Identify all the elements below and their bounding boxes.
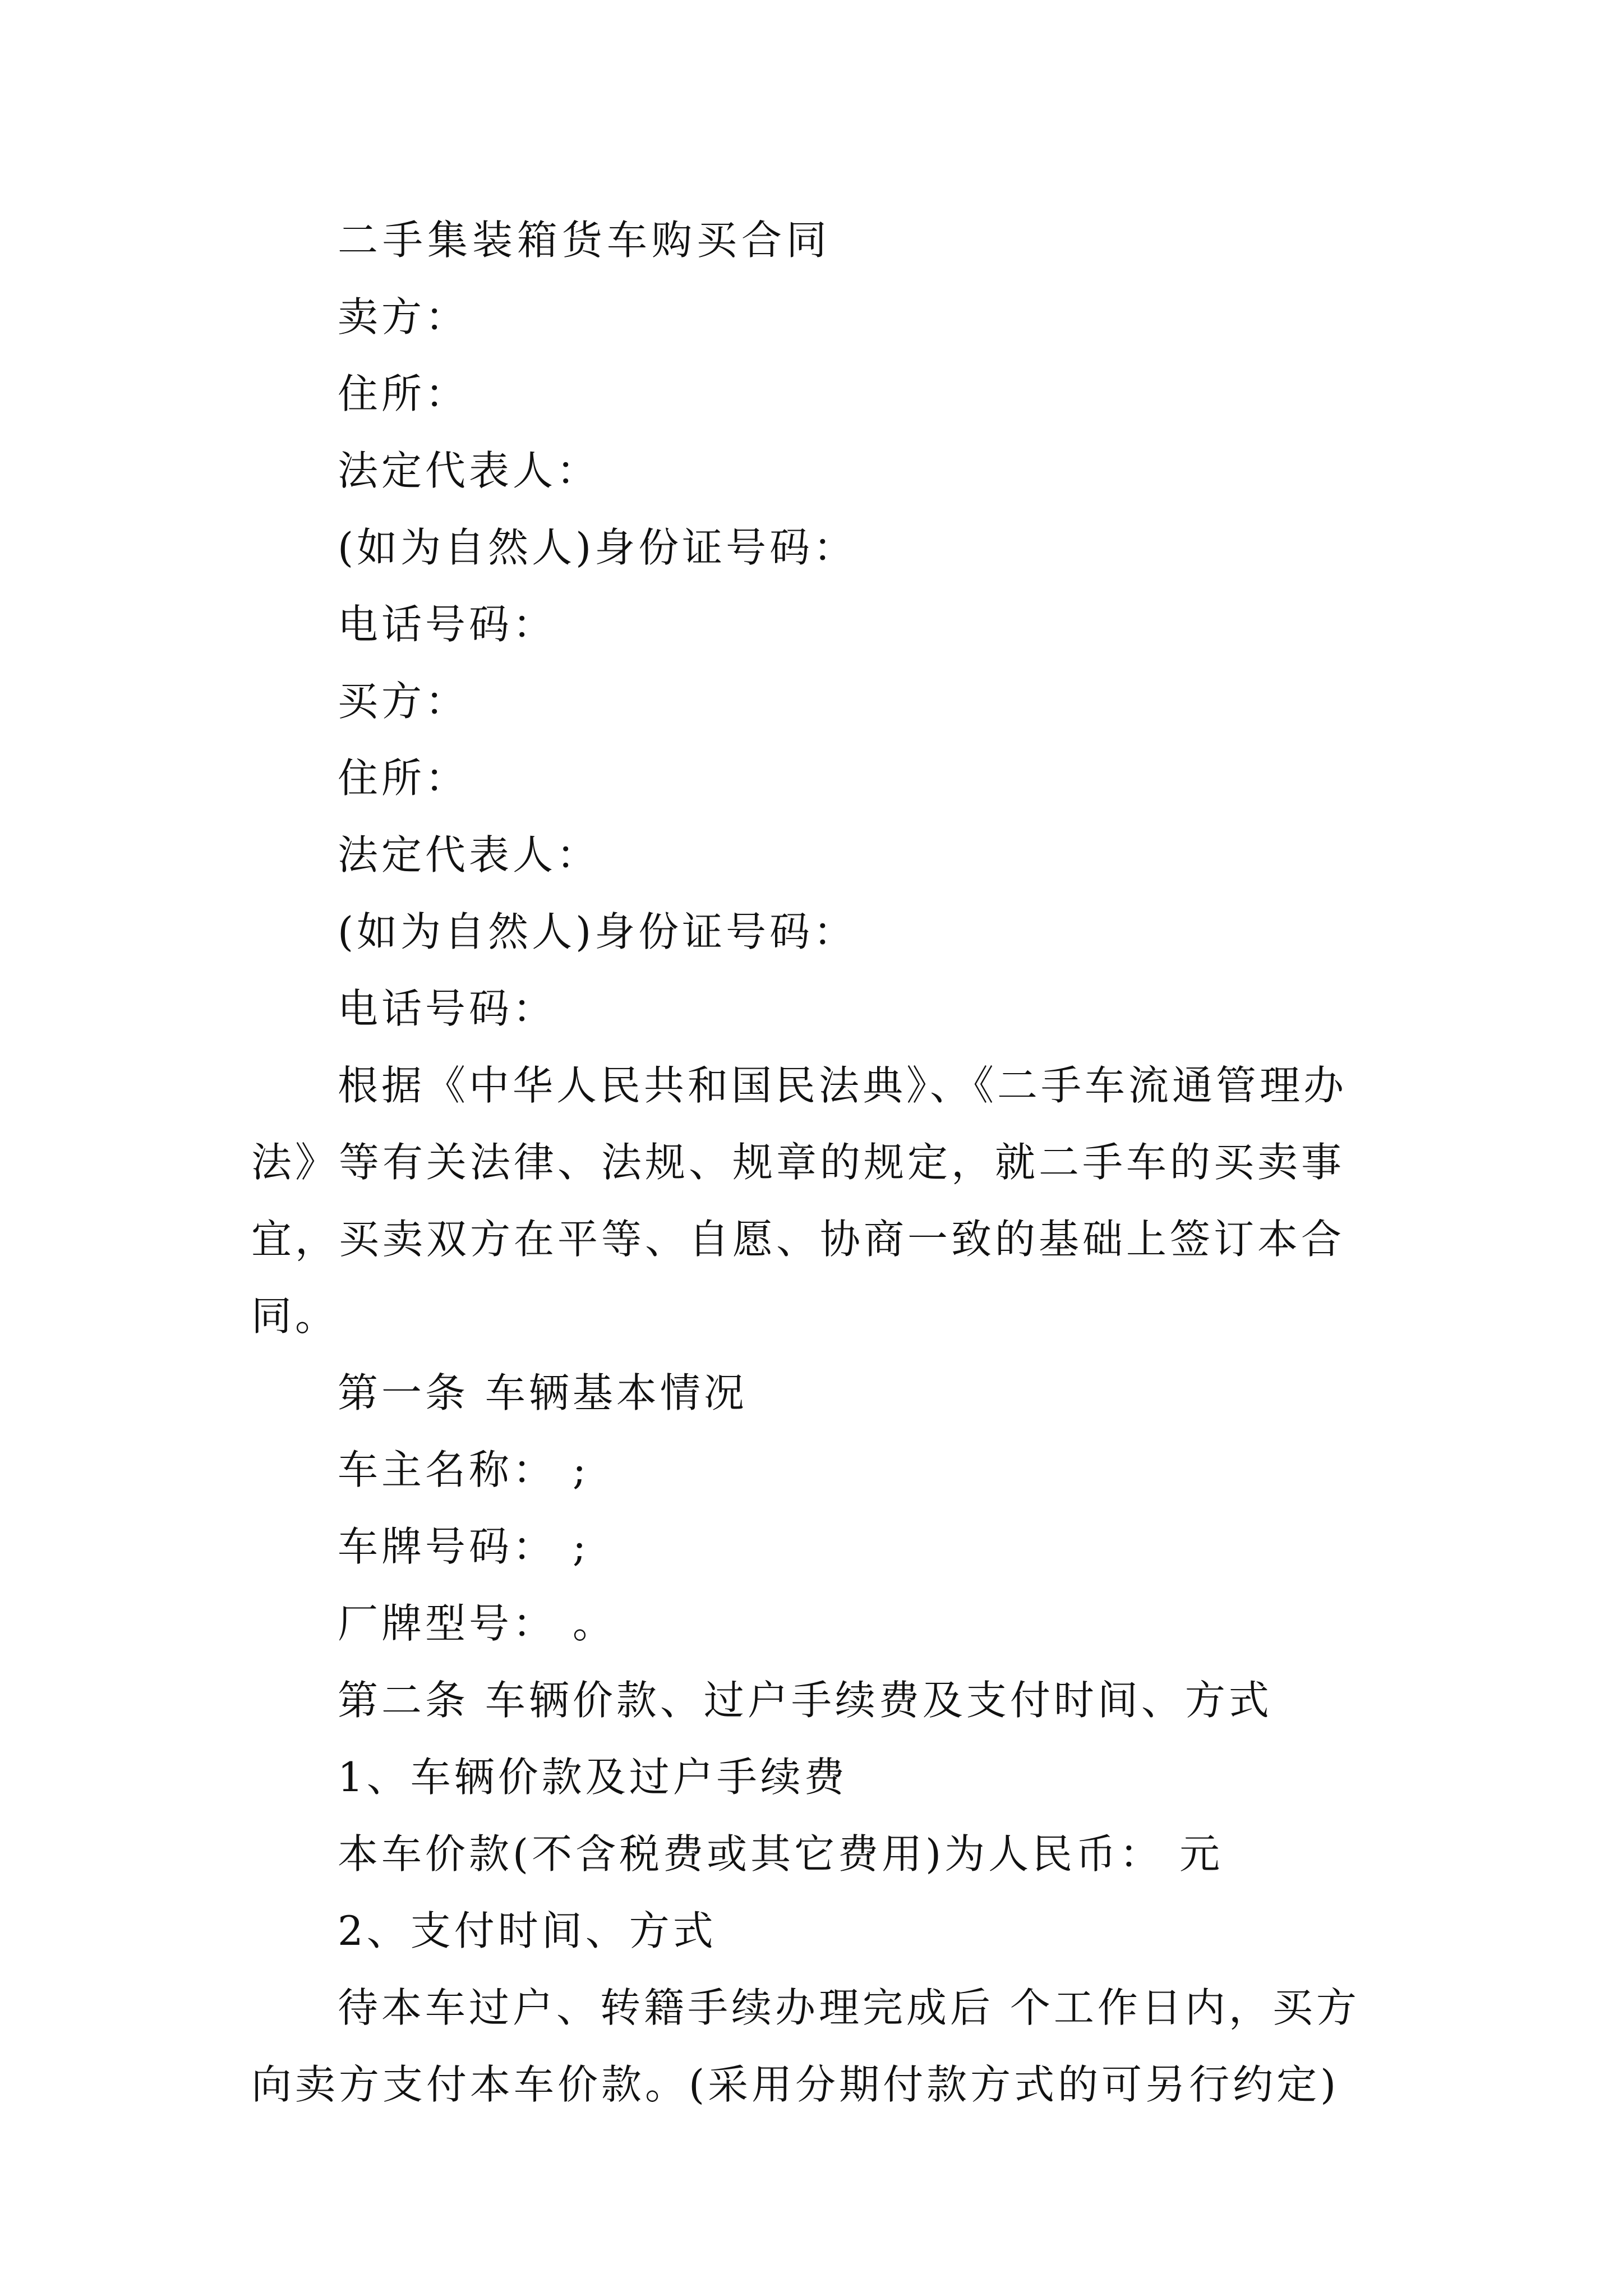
article1-model: 厂牌型号： 。	[338, 1600, 616, 1647]
seller-address: 住所：	[338, 370, 469, 417]
article2-item2: 2、支付时间、方式	[338, 1907, 717, 1954]
buyer-phone: 电话号码：	[338, 985, 557, 1032]
article2-payment: 待本车过户、转籍手续办理完成后 个工作日内，买方向卖方支付本车价款。(采用分期付款方式的可另行约定)	[251, 1984, 1360, 2108]
buyer-address: 住所：	[338, 754, 469, 802]
buyer-label: 买方：	[338, 678, 469, 725]
document-body	[251, 202, 1390, 2123]
buyer-representative: 法定代表人：	[338, 831, 601, 878]
article1-plate: 车牌号码： ;	[338, 1523, 590, 1570]
article2-price: 本车价款(不含税费或其它费用)为人民币： 元	[338, 1830, 1224, 1878]
seller-label: 卖方：	[338, 293, 469, 341]
document-title: 二手集装箱货车购买合同	[338, 217, 832, 264]
article2-item1: 1、车辆价款及过户手续费	[338, 1754, 848, 1801]
seller-phone: 电话号码：	[338, 601, 557, 648]
article1-owner: 车主名称： ;	[338, 1446, 590, 1493]
seller-id-number: (如为自然人)身份证号码：	[338, 524, 857, 571]
seller-representative: 法定代表人：	[338, 447, 601, 494]
article2-heading: 第二条 车辆价款、过户手续费及支付时间、方式	[338, 1677, 1272, 1724]
buyer-id-number: (如为自然人)身份证号码：	[338, 908, 857, 955]
article1-heading: 第一条 车辆基本情况	[338, 1369, 748, 1416]
preamble-paragraph: 根据《中华人民共和国民法典》、《二手车流通管理办法》等有关法律、法规、规章的规定，就二手车的买卖事宜，买卖双方在平等、自愿、协商一致的基础上签订本合同。	[251, 1062, 1348, 1340]
